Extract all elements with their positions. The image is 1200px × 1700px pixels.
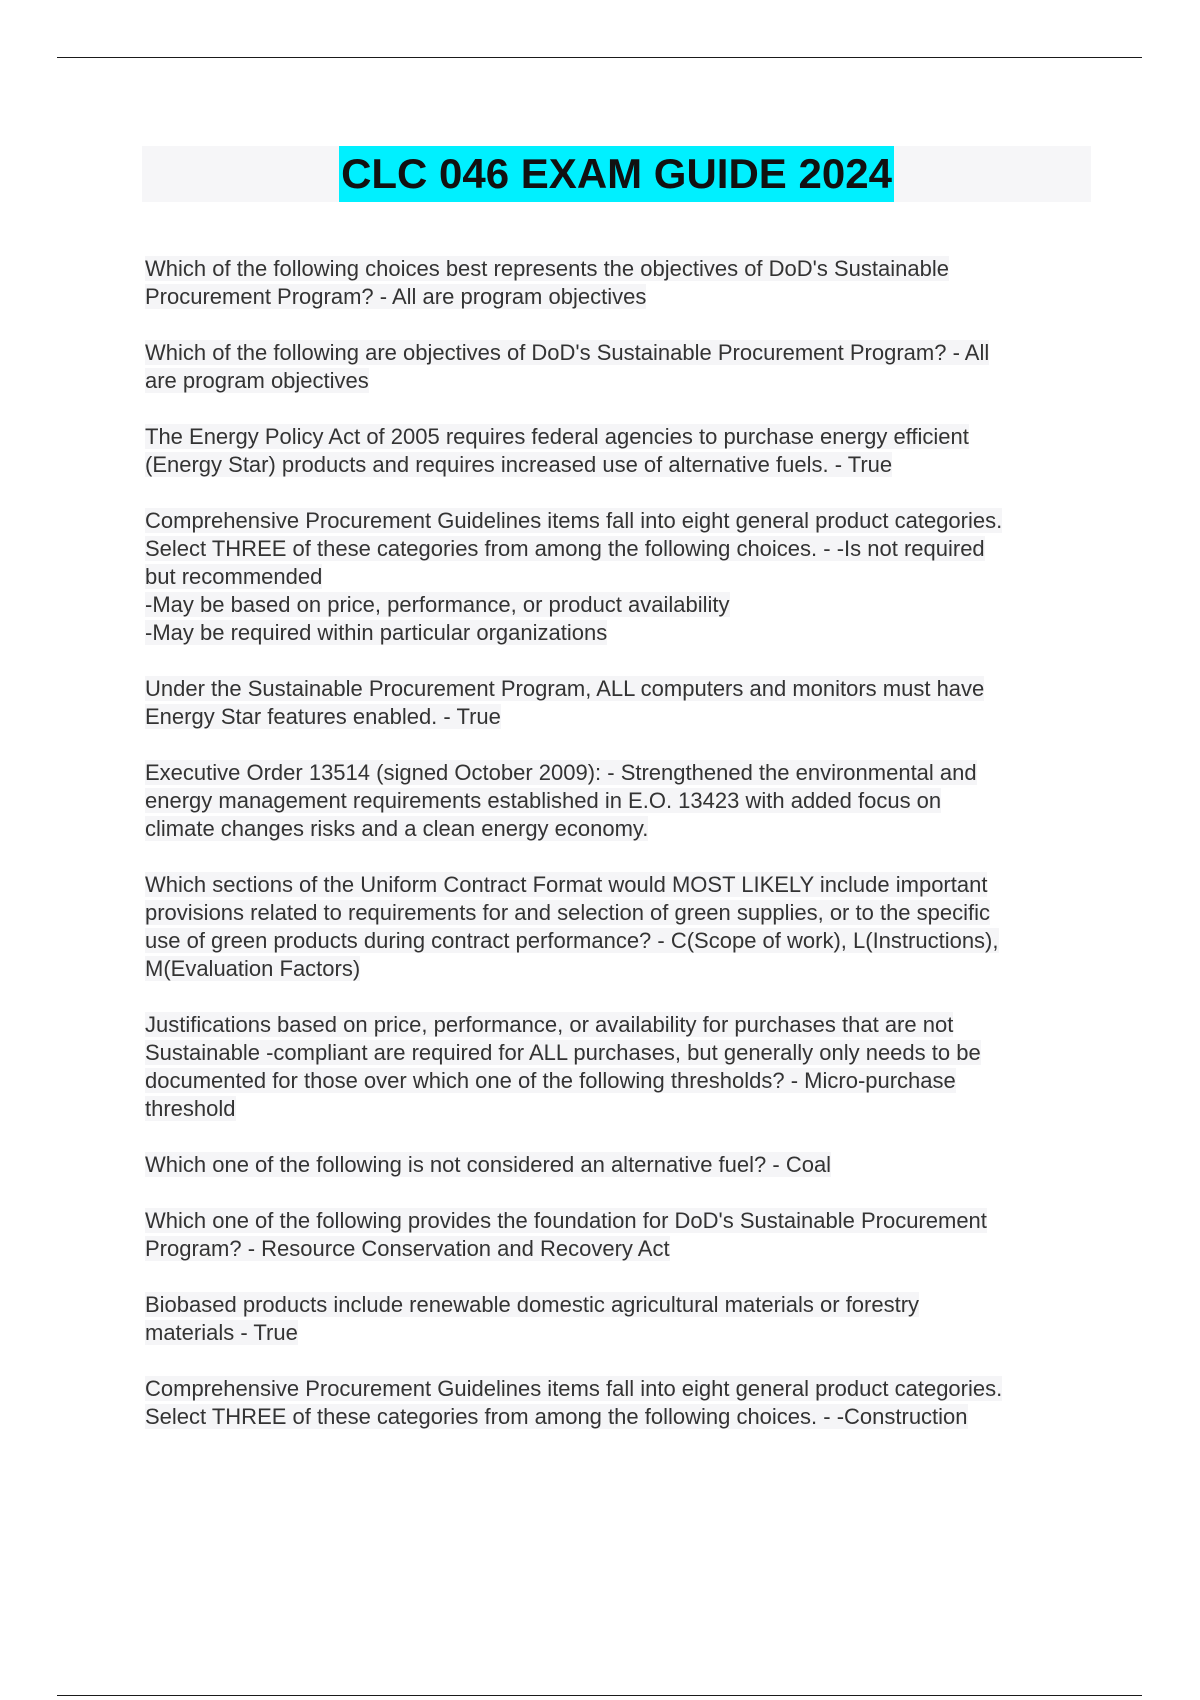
qa-line: Justifications based on price, performance, or availability for purchases that are not (145, 1012, 954, 1037)
title-band (142, 146, 1091, 202)
qa-line: Which sections of the Uniform Contract Format would MOST LIKELY include important (145, 872, 988, 897)
qa-item (145, 675, 1095, 731)
qa-item (145, 1207, 1095, 1263)
qa-item (145, 759, 1095, 843)
qa-line: energy management requirements established in E.O. 13423 with added focus on (145, 788, 942, 813)
qa-line: Select THREE of these categories from among the following choices. - -Construction (145, 1404, 968, 1429)
qa-line: use of green products during contract performance? - C(Scope of work), L(Instructions), (145, 928, 999, 953)
qa-line: Which one of the following is not considered an alternative fuel? - Coal (145, 1152, 832, 1177)
qa-line: M(Evaluation Factors) (145, 956, 361, 981)
qa-line: threshold (145, 1096, 236, 1121)
qa-line: documented for those over which one of the following thresholds? - Micro-purchase (145, 1068, 956, 1093)
qa-line: Program? - Resource Conservation and Recovery Act (145, 1236, 670, 1261)
qa-item (145, 1375, 1095, 1431)
bottom-rule (57, 1695, 1142, 1696)
qa-line: provisions related to requirements for and selection of green supplies, or to the specific (145, 900, 991, 925)
qa-item (145, 423, 1095, 479)
qa-line: -May be based on price, performance, or product availability (145, 592, 730, 617)
qa-line: Select THREE of these categories from among the following choices. - -Is not required (145, 536, 985, 561)
qa-line: -May be required within particular organizations (145, 620, 608, 645)
document-title: CLC 046 EXAM GUIDE 2024 (339, 146, 894, 202)
qa-item (145, 507, 1095, 647)
qa-line: Under the Sustainable Procurement Program, ALL computers and monitors must have (145, 676, 985, 701)
qa-line: materials - True (145, 1320, 298, 1345)
qa-line: Energy Star features enabled. - True (145, 704, 501, 729)
qa-line: Which of the following choices best represents the objectives of DoD's Sustainable (145, 256, 949, 281)
qa-line: are program objectives (145, 368, 369, 393)
qa-line: Comprehensive Procurement Guidelines items fall into eight general product categories. (145, 1376, 1003, 1401)
qa-line: but recommended (145, 564, 323, 589)
qa-line: (Energy Star) products and requires increased use of alternative fuels. - True (145, 452, 893, 477)
qa-line: Procurement Program? - All are program objectives (145, 284, 647, 309)
top-rule (57, 57, 1142, 58)
qa-line: Which one of the following provides the foundation for DoD's Sustainable Procurement (145, 1208, 987, 1233)
qa-item (145, 339, 1095, 395)
qa-line: Sustainable -compliant are required for ALL purchases, but generally only needs to be (145, 1040, 981, 1065)
qa-item (145, 1011, 1095, 1123)
qa-line: The Energy Policy Act of 2005 requires federal agencies to purchase energy efficient (145, 424, 969, 449)
qa-line: Biobased products include renewable domestic agricultural materials or forestry (145, 1292, 920, 1317)
qa-line: Comprehensive Procurement Guidelines items fall into eight general product categories. (145, 508, 1003, 533)
qa-line: Which of the following are objectives of DoD's Sustainable Procurement Program? - All (145, 340, 990, 365)
qa-item (145, 255, 1095, 311)
qa-line: climate changes risks and a clean energy economy. (145, 816, 649, 841)
qa-item (145, 1291, 1095, 1347)
qa-line: Executive Order 13514 (signed October 2009): - Strengthened the environmental and (145, 760, 977, 785)
qa-item (145, 871, 1095, 983)
qa-item (145, 1151, 1095, 1179)
qa-list (145, 255, 1095, 1459)
